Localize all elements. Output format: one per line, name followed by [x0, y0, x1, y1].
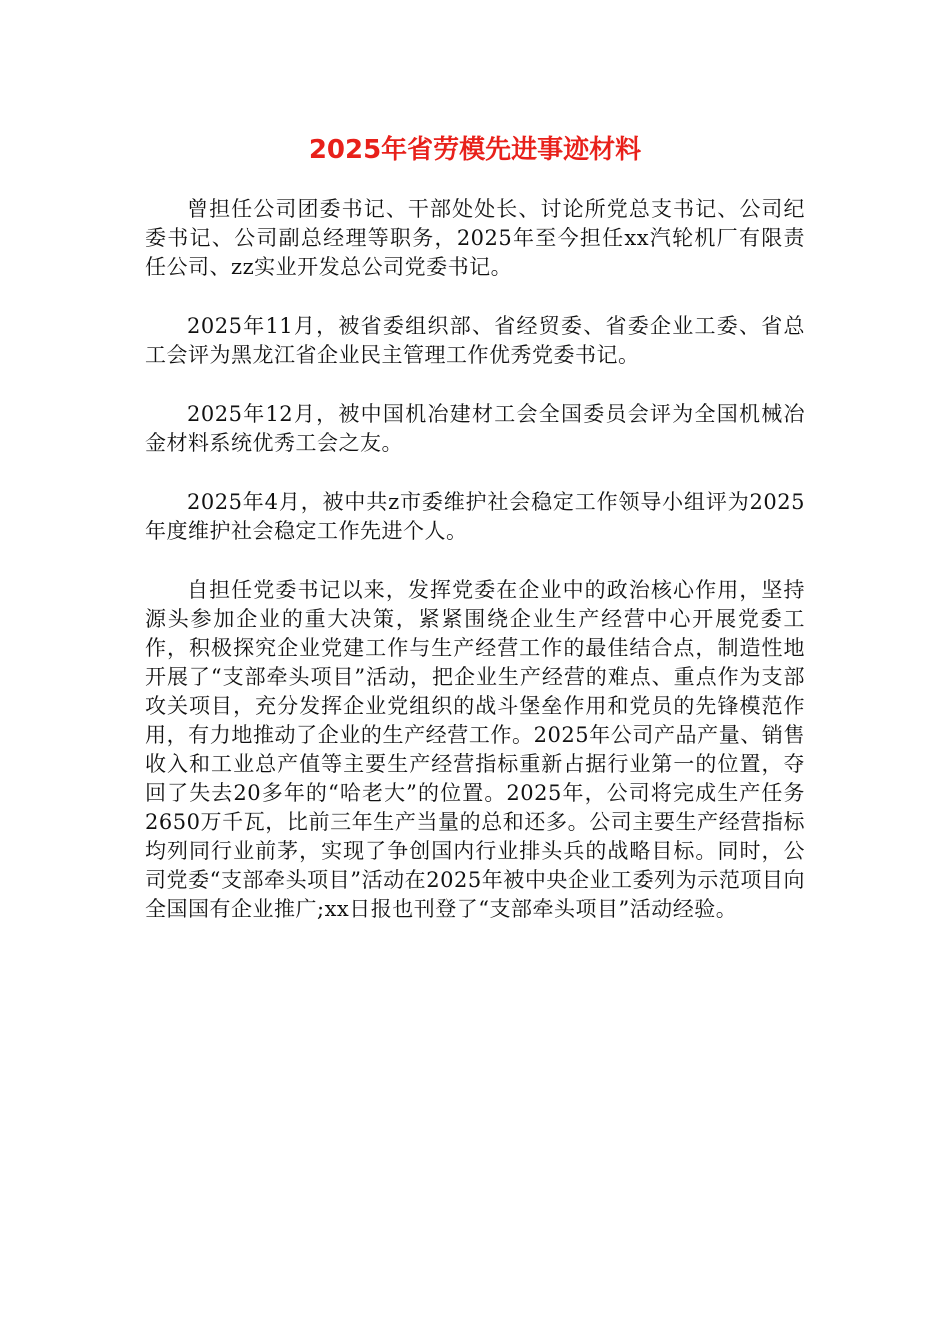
- paragraph-award-2025-4: 2025年4月，被中共z市委维护社会稳定工作领导小组评为2025年度维护社会稳定工作先进个人。: [145, 490, 805, 543]
- paragraph-positions: 曾担任公司团委书记、干部处处长、讨论所党总支书记、公司纪委书记、公司副总经理等职务，2025年至今担任xx汽轮机厂有限责任公司、zz实业开发总公司党委书记。: [145, 197, 805, 279]
- paragraph-award-2025-12: 2025年12月，被中国机冶建材工会全国委员会评为全国机械冶金材料系统优秀工会之友。: [145, 402, 805, 455]
- document-title: 2025年省劳模先进事迹材料: [308, 135, 642, 165]
- paragraph-achievements: 自担任党委书记以来，发挥党委在企业中的政治核心作用，坚持源头参加企业的重大决策，紧紧围绕企业生产经营中心开展党委工作，积极探究企业党建工作与生产经营工作的最佳结合点，制造性地开展了“支部牵头项目”活动，把企业生产经营的难点、重点作为支部攻关项目，充分发挥企业党组织的战斗堡垒作用和党员的先锋模范作用，有力地推动了企业的生产经营工作。2025年公司产品产量、销售收入和工业总产值等主要生产经营指标重新占据行业第一的位置，夺回了失去20多年的“哈老大”的位置。2025年，公司将完成生产任务2650万千瓦，比前三年生产当量的总和还多。公司主要生产经营指标均列同行业前茅，实现了争创国内行业排头兵的战略目标。同时，公司党委“支部牵头项目”活动在2025年被中央企业工委列为示范项目向全国国有企业推广;xx日报也刊登了“支部牵头项目”活动经验。: [145, 578, 805, 921]
- document-body: [145, 195, 805, 954]
- paragraph-award-2025-11: 2025年11月，被省委组织部、省经贸委、省委企业工委、省总工会评为黑龙江省企业民主管理工作优秀党委书记。: [145, 314, 805, 367]
